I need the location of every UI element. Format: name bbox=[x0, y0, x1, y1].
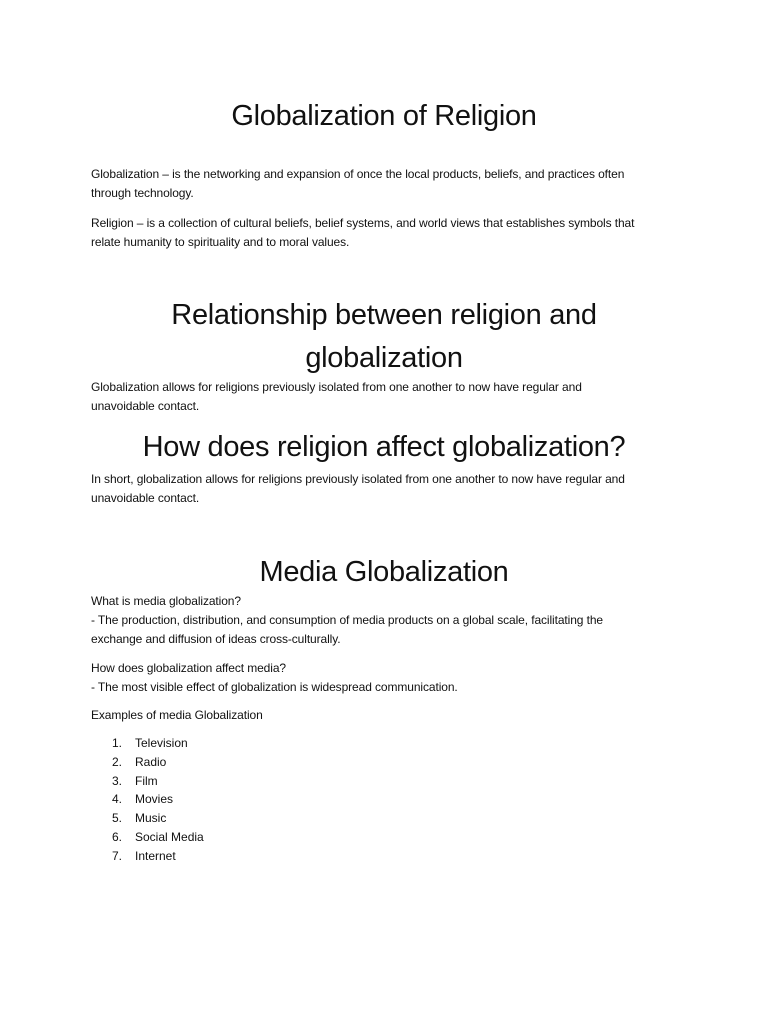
list-item-number: 3. bbox=[112, 773, 123, 788]
relationship-body bbox=[91, 378, 681, 416]
list-item-number: 4. bbox=[112, 792, 123, 807]
list-item-label: Internet bbox=[135, 848, 176, 863]
media-what-paragraph bbox=[91, 592, 681, 649]
list-item bbox=[112, 809, 204, 828]
media-heading: Media Globalization bbox=[259, 556, 509, 588]
religion-definition bbox=[91, 214, 681, 252]
list-item-label: Radio bbox=[135, 754, 167, 769]
list-item-number: 7. bbox=[112, 848, 123, 863]
list-item-number: 1. bbox=[112, 736, 123, 750]
list-item-label: Social Media bbox=[135, 829, 204, 844]
affect-heading: How does religion affect globalization? bbox=[142, 431, 626, 463]
list-item bbox=[112, 828, 204, 847]
page-title: Globalization of Religion bbox=[231, 100, 537, 132]
media-what-answer-line-2: exchange and diffusion of ideas cross-culturally. bbox=[91, 632, 341, 646]
globalization-definition-line-1: Globalization – is the networking and expansion of once the local products, beliefs, and practices often bbox=[91, 167, 625, 181]
media-what-question: What is media globalization? bbox=[91, 594, 241, 608]
examples-label: Examples of media Globalization bbox=[91, 708, 263, 722]
list-item bbox=[112, 772, 204, 791]
media-what-answer-line-1: - The production, distribution, and consumption of media products on a global scale, facilitating the bbox=[91, 613, 603, 627]
media-how-paragraph bbox=[91, 659, 681, 697]
list-item bbox=[112, 734, 204, 753]
list-item-number: 5. bbox=[112, 811, 123, 826]
list-item-number: 6. bbox=[112, 829, 123, 844]
globalization-definition bbox=[91, 165, 681, 203]
media-how-answer: - The most visible effect of globalization is widespread communication. bbox=[91, 680, 458, 694]
religion-definition-line-1: Religion – is a collection of cultural beliefs, belief systems, and world views that establishes symbols that bbox=[91, 216, 635, 230]
list-item-label: Movies bbox=[135, 792, 174, 807]
examples-list bbox=[112, 734, 204, 866]
list-item-label: Music bbox=[135, 811, 167, 826]
relationship-body-line-1: Globalization allows for religions previously isolated from one another to now have regular and bbox=[91, 380, 582, 394]
relationship-body-line-2: unavoidable contact. bbox=[91, 399, 200, 413]
list-item-label: Television bbox=[135, 736, 188, 750]
globalization-definition-line-2: through technology. bbox=[91, 186, 194, 200]
list-item bbox=[112, 790, 204, 809]
affect-body-line-1: In short, globalization allows for religions previously isolated from one another to now have regular and bbox=[91, 472, 625, 486]
relationship-heading-line-2: globalization bbox=[305, 342, 463, 374]
media-how-question: How does globalization affect media? bbox=[91, 661, 286, 675]
affect-body bbox=[91, 470, 681, 508]
affect-body-line-2: unavoidable contact. bbox=[91, 491, 200, 505]
relationship-heading bbox=[90, 294, 678, 380]
relationship-heading-line-1: Relationship between religion and bbox=[171, 299, 597, 331]
list-item-label: Film bbox=[135, 773, 158, 788]
list-item bbox=[112, 753, 204, 772]
list-item-number: 2. bbox=[112, 754, 123, 769]
list-item bbox=[112, 847, 204, 866]
religion-definition-line-2: relate humanity to spirituality and to moral values. bbox=[91, 235, 350, 249]
